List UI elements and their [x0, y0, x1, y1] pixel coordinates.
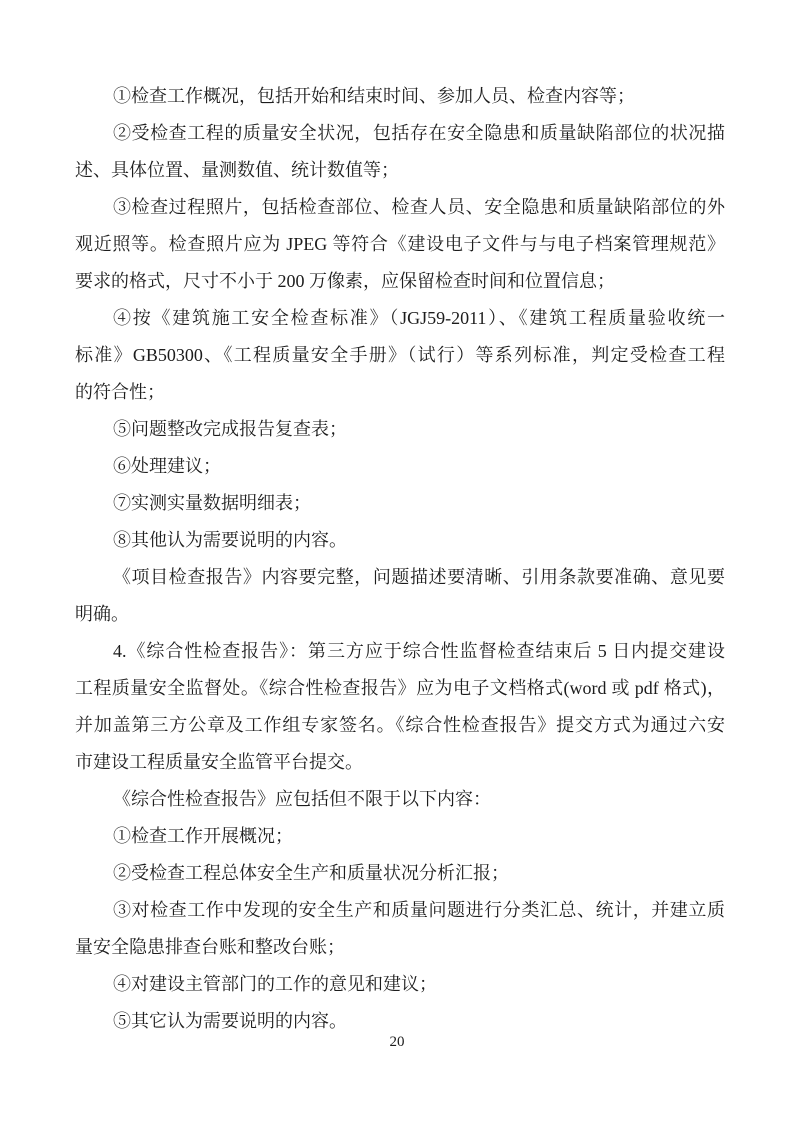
text-line: ④对建设主管部门的工作的意见和建议； — [113, 974, 437, 994]
text-line: 的符合性； — [75, 382, 165, 402]
text-line: ①检查工作概况，包括开始和结束时间、参加人员、检查内容等； — [113, 86, 635, 106]
text-line: 市建设工程质量安全监管平台提交。 — [75, 752, 363, 772]
text-line: 述、具体位置、量测数值、统计数值等； — [75, 160, 399, 180]
text-line: ⑧其他认为需要说明的内容。 — [113, 530, 347, 550]
text-line: ④按《建筑施工安全检查标准》（JGJ59-2011）、《建筑工程质量验收统一 — [113, 308, 725, 328]
text-line: 观近照等。检查照片应为 JPEG 等符合《建设电子文件与与电子档案管理规范》 — [75, 234, 725, 254]
text-line: ⑤其它认为需要说明的内容。 — [113, 1011, 347, 1031]
text-line: ③检查过程照片，包括检查部位、检查人员、安全隐患和质量缺陷部位的外 — [113, 197, 725, 217]
text-line: ②受检查工程的质量安全状况，包括存在安全隐患和质量缺陷部位的状况描 — [113, 123, 725, 143]
text-line: 《项目检查报告》内容要完整，问题描述要清晰、引用条款要准确、意见要 — [113, 567, 725, 587]
document-body — [75, 78, 725, 1040]
page-number: 20 — [389, 1034, 405, 1050]
text-line: 量安全隐患排查台账和整改台账； — [75, 937, 345, 957]
text-line: 4.《综合性检查报告》：第三方应于综合性监督检查结束后 5 日内提交建设 — [113, 641, 725, 661]
text-line: 标准》GB50300、《工程质量安全手册》（试行）等系列标准，判定受检查工程 — [75, 345, 725, 365]
text-line: 并加盖第三方公章及工作组专家签名。《综合性检查报告》提交方式为通过六安 — [75, 715, 725, 735]
text-line: ⑥处理建议； — [113, 456, 221, 476]
text-line: 要求的格式，尺寸不小于 200 万像素，应保留检查时间和位置信息； — [75, 271, 615, 291]
text-line: 明确。 — [75, 604, 129, 624]
text-line: ⑦实测实量数据明细表； — [113, 493, 311, 513]
text-line: ⑤问题整改完成报告复查表； — [113, 419, 347, 439]
text-line: ③对检查工作中发现的安全生产和质量问题进行分类汇总、统计，并建立质 — [113, 900, 725, 920]
text-line: 《综合性检查报告》应包括但不限于以下内容： — [113, 789, 491, 809]
text-line: ②受检查工程总体安全生产和质量状况分析汇报； — [113, 863, 509, 883]
text-line: ①检查工作开展概况； — [113, 826, 293, 846]
text-line: 工程质量安全监督处。《综合性检查报告》应为电子文档格式(word 或 pdf 格式)， — [75, 678, 725, 698]
